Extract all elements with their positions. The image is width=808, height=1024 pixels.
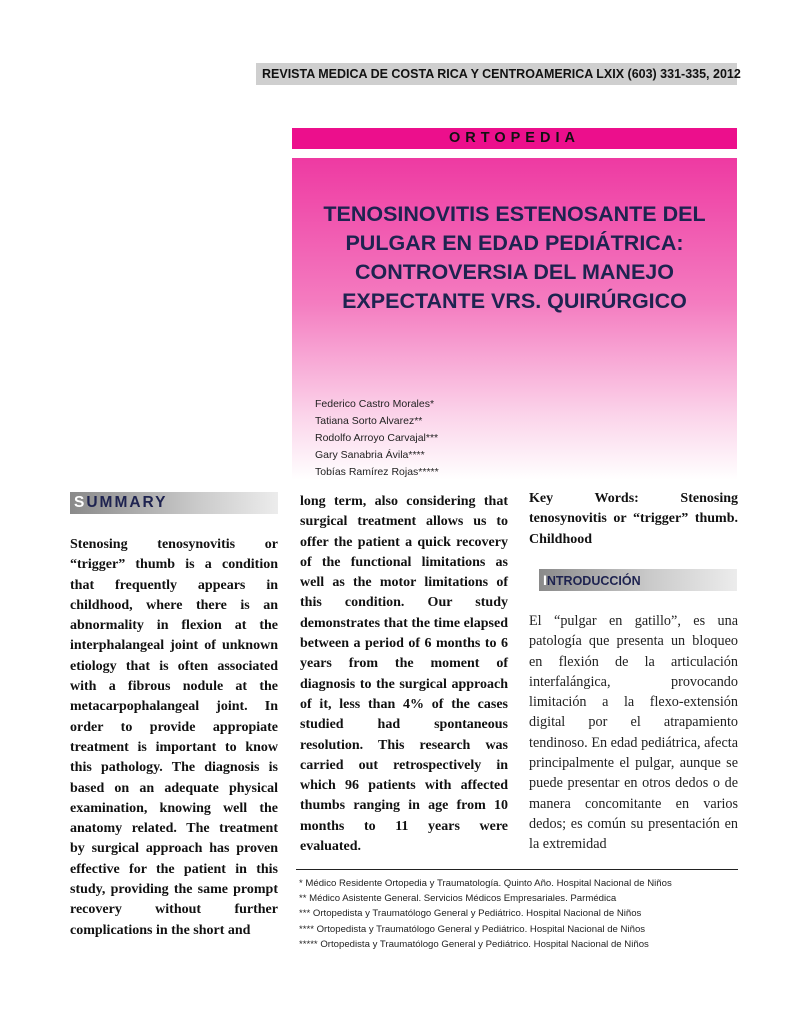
footnote-divider [296, 869, 738, 870]
introduction-text: El “pulgar en gatillo”, es una patología que presenta un bloqueo en flexión de la articulación interfalángica, provocando limitación a la flexo-extensión digital por el atrapamiento tendinoso. En edad pediátrica, afecta principalmente el pulgar, aunque se puede presentar en otros dedos o de manera concomitante en varios dedos; es común su presentación en la extremidad [529, 613, 738, 853]
author: Tobías Ramírez Rojas***** [315, 466, 439, 478]
footnote: **** Ortopedista y Traumatólogo General y Pediátrico. Hospital Nacional de Niños [299, 923, 646, 935]
introduction-heading-rest: NTRODUCCIÓN [546, 574, 641, 588]
introduction-heading [539, 569, 737, 591]
footnote: * Médico Residente Ortopedia y Traumatología. Quinto Año. Hospital Nacional de Niños [299, 878, 672, 889]
summary-heading-initial: S [74, 494, 87, 511]
keywords: Key Words: Stenosing tenosynovitis or “trigger” thumb. Childhood [529, 491, 738, 547]
footnotes [299, 876, 739, 952]
summary-heading [70, 492, 278, 514]
footnote: ***** Ortopedista y Traumatólogo General y Pediátrico. Hospital Nacional de Niños [299, 938, 649, 950]
summary-text-column-1: Stenosing tenosynovitis or “trigger” thumb is a condition that frequently appears in childhood, where there is an abnormality in flexion at the interphalangeal joint of unknown etiology that is often associated with a fibrous nodule at the metacarpophalangeal joint. In order to provide appropiate treatment is important to know this pathology. The diagnosis is based on an adequate physical examination, knowing well the anatomy related. The treatment by surgical approach has proven effective for the patient in this study, providing the same prompt recovery without further complications in the short and [70, 537, 278, 938]
summary-text-column-2: long term, also considering that surgical treatment allows us to offer the patient a quick recovery of the functional limitations as well as the motor limitations of this condition. Our study demonstrates that the time elapsed between a period of 6 months to 6 years from the moment of diagnosis to the surgical approach of it, less than 4% of the cases studied had spontaneous resolution. This research was carried out retrospectively in which 96 patients with affected thumbs ranging in age from 10 months to 11 years were evaluated. [300, 494, 508, 855]
author: Federico Castro Morales* [315, 398, 435, 410]
author: Rodolfo Arroyo Carvajal*** [315, 432, 439, 444]
author: Tatiana Sorto Alvarez** [315, 415, 423, 427]
summary-heading-rest: UMMARY [86, 494, 168, 511]
introduction-heading-initial: I [543, 572, 547, 588]
section-label: ORTOPEDIA [292, 128, 737, 149]
journal-header: REVISTA MEDICA DE COSTA RICA Y CENTROAMERICA LXIX (603) 331-335, 2012 [256, 63, 737, 85]
article-title: TENOSINOVITIS ESTENOSANTE DEL PULGAR EN EDAD PEDIÁTRICA: CONTROVERSIA DEL MANEJO EXPECTANTE VRS. QUIRÚRGICO [323, 202, 706, 313]
author-list [315, 396, 439, 481]
author: Gary Sanabria Ávila**** [315, 449, 425, 461]
footnote: ** Médico Asistente General. Servicios Médicos Empresariales. Parmédica [299, 893, 617, 905]
footnote: *** Ortopedista y Traumatólogo General y Pediátrico. Hospital Nacional de Niños [299, 908, 642, 920]
